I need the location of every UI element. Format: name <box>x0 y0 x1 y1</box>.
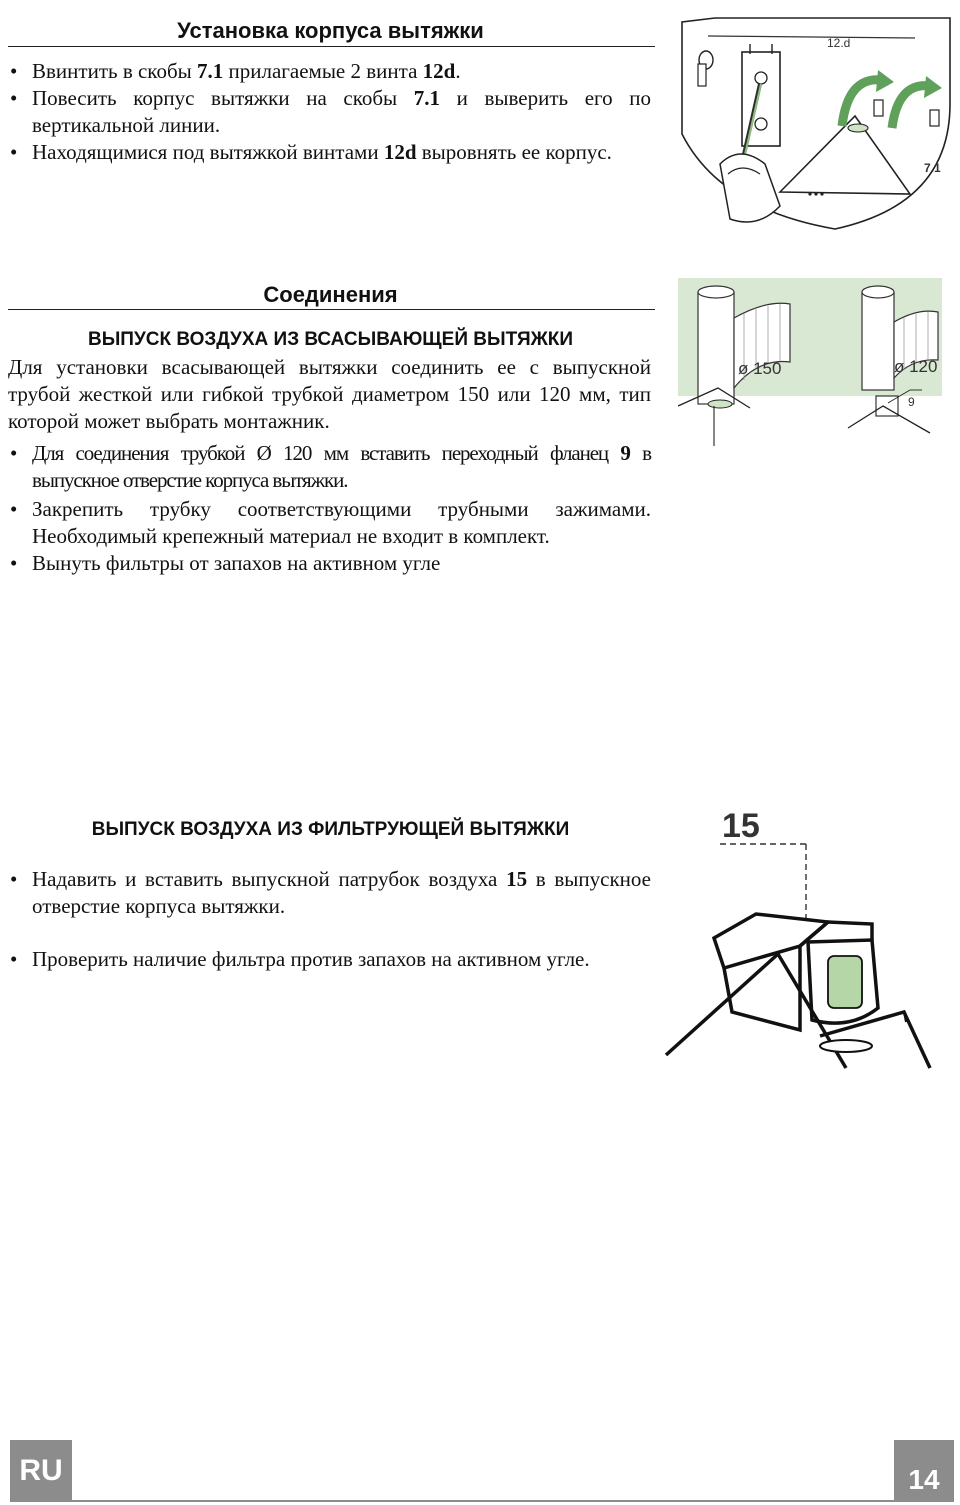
subtitle-recirculation-mode: ВЫПУСК ВОЗДУХА ИЗ ФИЛЬТРУЮЩЕЙ ВЫТЯЖКИ <box>91 819 570 840</box>
section-rule <box>8 46 655 47</box>
list-item: • Повесить корпус вытяжки на скобы 7.1 и выверить его по вертикальной линии. <box>8 85 651 139</box>
install-steps-list <box>8 58 651 166</box>
exhaust-intro-paragraph: Для установки всасывающей вытяжки соединить ее с выпускной трубой жесткой или гибкой трубкой диаметром 150 или 120 мм, тип которой может выбрать монтажник. <box>8 355 651 433</box>
list-item: • Находящимися под вытяжкой винтами 12d выровнять ее корпус. <box>8 139 651 166</box>
page-number: 14 <box>894 1440 954 1502</box>
list-item: • Надавить и вставить выпускной патрубок воздуха 15 в выпускное отверстие корпуса вытяжки. <box>8 866 651 920</box>
list-item: • Для соединения трубкой Ø 120 мм вставить переходный фланец 9 в выпускное отверстие корпуса вытяжки. <box>8 440 651 494</box>
label-bracket-7-1: 7.1 <box>924 161 941 175</box>
section-title-connections: Соединения <box>263 282 398 307</box>
list-item: • Закрепить трубку соответствующими трубными зажимами. Необходимый крепежный материал не входит в комплект. <box>8 496 651 550</box>
recirculation-steps-list <box>8 866 651 973</box>
figure-bracket-mounting <box>660 14 955 242</box>
label-diameter-150: ø 150 <box>738 359 782 378</box>
language-badge: RU <box>10 1440 72 1502</box>
figure-outlet-nozzle <box>660 800 940 1070</box>
label-screw-12d: 12.d <box>827 36 851 50</box>
label-flange-9: 9 <box>908 395 915 409</box>
exhaust-steps-list <box>8 440 651 577</box>
footer-rule <box>72 1500 894 1502</box>
list-item: • Проверить наличие фильтра против запахов на активном угле. <box>8 946 651 973</box>
section-title-body-install: Установка корпуса вытяжки <box>177 18 484 43</box>
label-part-15: 15 <box>722 807 760 845</box>
list-item: • Ввинтить в скобы 7.1 прилагаемые 2 винта 12d. <box>8 58 651 85</box>
figure-duct-connection <box>678 278 942 448</box>
list-item: • Вынуть фильтры от запахов на активном угле <box>8 550 651 577</box>
label-diameter-120: ø 120 <box>894 357 938 376</box>
subtitle-exhaust-mode: ВЫПУСК ВОЗДУХА ИЗ ВСАСЫВАЮЩЕЙ ВЫТЯЖКИ <box>87 329 574 350</box>
section-rule <box>8 309 655 310</box>
